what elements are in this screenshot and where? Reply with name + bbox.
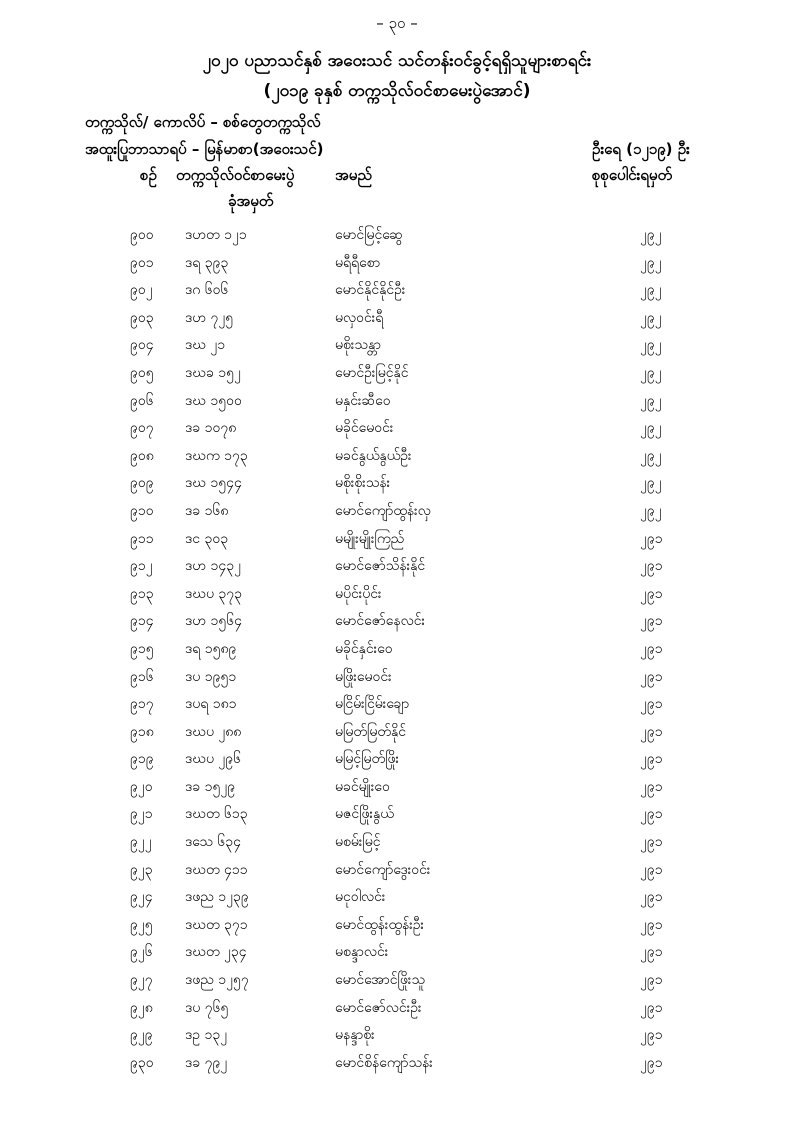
table-row (0, 832, 794, 860)
table-row (0, 529, 794, 557)
total-marks: ၂၉၂ (640, 392, 662, 409)
row-number: ၉၁၉ (130, 751, 154, 768)
row-number: ၉၀၅ (130, 364, 154, 381)
total-marks: ၂၉၁ (640, 999, 663, 1016)
roll-number: ဒပရ ၁၈၁ (185, 696, 237, 713)
student-name: မောင်ဦးမြင့်နိုင် (335, 364, 409, 381)
total-marks: ၂၉၂ (640, 337, 662, 354)
student-name: မောင်အောင်ဖြိုးသူ (335, 972, 425, 989)
student-name: မောင်ဇော်လင်းဦး (335, 999, 422, 1016)
total-marks: ၂၉၂ (640, 447, 662, 464)
row-number: ၉၁၀ (130, 502, 154, 519)
row-number: ၉၀၃ (130, 309, 154, 326)
row-number: ၉၁၆ (130, 668, 154, 685)
student-name: မနန္ဒာစိုး (335, 1027, 375, 1044)
university-label: တက္ကသိုလ်/ ကောလိပ် – စစ်တွေတက္ကသိုလ် (85, 113, 321, 131)
roll-number: ဒခ ၇၉၂ (185, 1054, 228, 1071)
student-name: မောင်ထွန်းထွန်းဦး (335, 916, 425, 933)
roll-number: ဒရ ၁၅၈၉ (185, 640, 237, 657)
roll-number: ဒခ ၁၆၈ (185, 502, 229, 519)
row-number: ၉၃၀ (130, 1054, 154, 1071)
header-seq: စုစုပေါင်းရမှတ် (592, 166, 673, 184)
total-marks: ၂၉၁ (640, 696, 663, 713)
roll-number: ဒဃတ ၆၁၃ (185, 806, 248, 823)
total-marks: ၂၉၂ (640, 502, 662, 519)
row-number: ၉၁၂ (130, 558, 153, 575)
table-row (0, 611, 794, 639)
total-marks: ၂၉၁ (640, 530, 663, 547)
table-row (0, 639, 794, 667)
table-row (0, 887, 794, 915)
table-row (0, 391, 794, 419)
student-name: မခင်နွယ်နွယ်ဦး (335, 447, 412, 464)
student-name: မမြင့်မြတ်ဖြိုး (335, 751, 399, 768)
student-name: မစိုးစိုးသန်း (335, 475, 391, 492)
table-row (0, 970, 794, 998)
roll-number: ဒဖည ၁၂၅၇ (185, 972, 249, 989)
row-number: ၉၀၂ (130, 282, 153, 299)
student-name: မစိုးသန္တာ (335, 337, 381, 354)
roll-number: ဒဃ ၂၁ (185, 337, 226, 354)
row-number: ၉၂၄ (130, 889, 153, 906)
page-title: ၂၀၂၀ ပညာသင်နှစ် အဝေးသင် သင်တန်းဝင်ခွင့်ရရှိသူများစာရင်း (202, 51, 592, 71)
row-number: ၉၀၀ (130, 227, 154, 243)
student-name: မောင်ဇော်သိန်းနိုင် (335, 558, 426, 575)
roll-number: ဒဟ ၁၅၆၄ (185, 613, 242, 630)
total-marks: ၂၉၂ (640, 364, 662, 381)
row-number: ၉၂၈ (130, 999, 153, 1016)
table-row (0, 418, 794, 446)
table-row (0, 667, 794, 695)
roll-number: ဒဃပ ၂၈၈ (185, 723, 242, 740)
table-row (0, 998, 794, 1026)
total-marks: ၂၉၂ (640, 227, 662, 243)
table-row (0, 446, 794, 474)
total-marks: ၂၉၁ (640, 585, 663, 602)
roll-number: ဒဃတ ၄၁၁ (185, 861, 248, 878)
row-number: ၉၀၈ (130, 447, 154, 464)
page-number: – ၃၀ – (376, 14, 418, 32)
row-number: ၉၁၁ (130, 530, 154, 547)
header-roll-line2: ခုံအမှတ် (228, 192, 274, 210)
total-marks: ၂၉၂ (640, 254, 662, 271)
total-count: ဦးရေ (၁၂၁၉) ဦး (592, 140, 690, 158)
roll-number: ဒပ ၇၆၅ (185, 999, 229, 1016)
roll-number: ဒဟတ ၁၂၁ (185, 227, 247, 243)
student-name: မနှင်းဆီဝေ (335, 392, 391, 409)
table-row (0, 749, 794, 777)
roll-number: ဒဟ ၇၂၅ (185, 309, 234, 326)
total-marks: ၂၉၁ (640, 944, 663, 961)
total-marks: ၂၉၁ (640, 806, 663, 823)
total-marks: ၂၉၁ (640, 1054, 663, 1071)
total-marks: ၂၉၁ (640, 861, 663, 878)
student-name: မောင်မြင့်ဆွေ (335, 227, 403, 243)
roll-number: ဒရ ၃၉၃ (185, 254, 229, 271)
table-row (0, 308, 794, 336)
table-row (0, 225, 794, 253)
total-marks: ၂၉၁ (640, 972, 663, 989)
table-row (0, 253, 794, 281)
student-name: မပိုင်းပိုင်း (335, 585, 382, 602)
roll-number: ဒဃပ ၂၉၆ (185, 751, 242, 768)
roll-number: ဒဃခ ၁၅၂ (185, 364, 241, 381)
total-marks: ၂၉၁ (640, 640, 663, 657)
roll-number: ဒဂ ၆၀၆ (185, 282, 229, 299)
student-name: မဇင်ဖြိုးနွယ် (335, 806, 394, 823)
total-marks: ၂၉၁ (640, 751, 663, 768)
student-name: မောင်စိန်ကျော်သန်း (335, 1054, 433, 1071)
total-marks: ၂၉၂ (640, 309, 662, 326)
student-name: မငြိမ်းငြိမ်းချော (335, 696, 410, 713)
total-marks: ၂၉၁ (640, 668, 663, 685)
total-marks: ၂၉၁ (640, 723, 663, 740)
row-number: ၉၁၈ (130, 723, 154, 740)
row-number: ၉၁၅ (130, 640, 154, 657)
student-name: မစမ်းမြင့် (335, 834, 381, 851)
row-number: ၉၂၉ (130, 1027, 153, 1044)
total-marks: ၂၉၂ (640, 282, 662, 299)
table-row (0, 804, 794, 832)
roll-number: ဒဃ ၁၅၀၀ (185, 392, 242, 409)
row-number: ၉၀၉ (130, 475, 154, 492)
total-marks: ၂၉၂ (640, 475, 662, 492)
table-row (0, 473, 794, 501)
row-number: ၉၂၅ (130, 916, 153, 933)
roll-number: ဒဃပ ၃၇၃ (185, 585, 243, 602)
student-name: မဖြိုးမေဝင်း (335, 668, 392, 685)
table-row (0, 501, 794, 529)
roll-number: ဒသေ ၆၃၄ (185, 834, 241, 851)
student-name: မငုဝါလင်း (335, 889, 386, 906)
roll-number: ဒဟ ၁၄၃၂ (185, 558, 241, 575)
row-number: ၉၂၁ (130, 806, 153, 823)
table-row (0, 280, 794, 308)
student-name: မလှဝင်းရီ (335, 309, 384, 326)
row-number: ၉၁၃ (130, 585, 154, 602)
roll-number: ဒခ ၁၅၂၉ (185, 778, 236, 795)
total-marks: ၂၉၂ (640, 420, 662, 437)
roll-number: ဒဖည ၁၂၃၉ (185, 889, 249, 906)
table-row (0, 942, 794, 970)
total-marks: ၂၉၁ (640, 834, 663, 851)
roll-number: ဒပ ၁၉၅၁ (185, 668, 237, 685)
table-row (0, 363, 794, 391)
table-row (0, 915, 794, 943)
total-marks: ၂၉၁ (640, 916, 663, 933)
row-number: ၉၀၇ (130, 420, 154, 437)
student-name: မောင်နိုင်နိုင်ဦး (335, 282, 406, 299)
roll-number: ဒဃတ ၂၃၄ (185, 944, 247, 961)
row-number: ၉၂၇ (130, 972, 153, 989)
row-number: ၉၁၇ (130, 696, 154, 713)
table-row (0, 556, 794, 584)
results-table (0, 225, 794, 1080)
roll-number: ဒဃ ၁၅၄၄ (185, 475, 242, 492)
student-name: မောင်ဇော်နေလင်း (335, 613, 426, 630)
student-name: မခိုင်မေဝင်း (335, 420, 394, 437)
row-number: ၉၂၃ (130, 861, 153, 878)
roll-number: ဒဃတ ၃၇၁ (185, 916, 248, 933)
row-number: ၉၂၀ (130, 778, 153, 795)
header-roll: တက္ကသိုလ်ဝင်စာမေးပွဲ (176, 166, 295, 184)
total-marks: ၂၉၁ (640, 1027, 663, 1044)
total-marks: ၂၉၁ (640, 889, 663, 906)
roll-number: ဒင ၃၀၃ (185, 530, 229, 547)
table-row (0, 1053, 794, 1081)
total-marks: ၂၉၁ (640, 778, 663, 795)
row-number: ၉၀၁ (130, 254, 154, 271)
table-row (0, 860, 794, 888)
student-name: မမြတ်မြတ်နိုင် (335, 723, 406, 740)
student-name: မမျိုးမျိုးကြည် (335, 530, 405, 547)
total-marks: ၂၉၁ (640, 558, 663, 575)
student-name: မစန္ဒာလင်း (335, 944, 389, 961)
table-row (0, 1025, 794, 1053)
roll-number: ဒဃက ၁၇၃ (185, 447, 248, 464)
table-row (0, 722, 794, 750)
table-row (0, 694, 794, 722)
student-name: မရီရီစော (335, 254, 381, 271)
page-subtitle: (၂၀၁၉ ခုနှစ် တက္ကသိုလ်ဝင်စာမေးပွဲအောင်) (263, 81, 531, 101)
row-number: ၉၁၄ (130, 613, 154, 630)
total-marks: ၂၉၁ (640, 613, 663, 630)
student-name: မခိုင်နှင်းဝေ (335, 640, 393, 657)
header-no: စဉ် (140, 166, 157, 184)
table-row (0, 335, 794, 363)
row-number: ၉၂၂ (130, 834, 152, 851)
roll-number: ဒခ ၁၀၇၈ (185, 420, 237, 437)
table-row (0, 584, 794, 612)
student-name: မောင်ကျော်ဒွေးဝင်း (335, 861, 431, 878)
subject-label: အထူးပြုဘာသာရပ် – မြန်မာစာ(အဝေးသင်) (85, 140, 324, 158)
roll-number: ဒဥ ၁၃၂ (185, 1027, 228, 1044)
row-number: ၉၀၄ (130, 337, 154, 354)
row-number: ၉၂၆ (130, 944, 153, 961)
student-name: မောင်ကျော်ထွန်းလှ (335, 502, 431, 519)
student-name: မခင်မျိုးဝေ (335, 778, 390, 795)
row-number: ၉၀၆ (130, 392, 154, 409)
header-name: အမည် (335, 166, 372, 184)
table-row (0, 777, 794, 805)
